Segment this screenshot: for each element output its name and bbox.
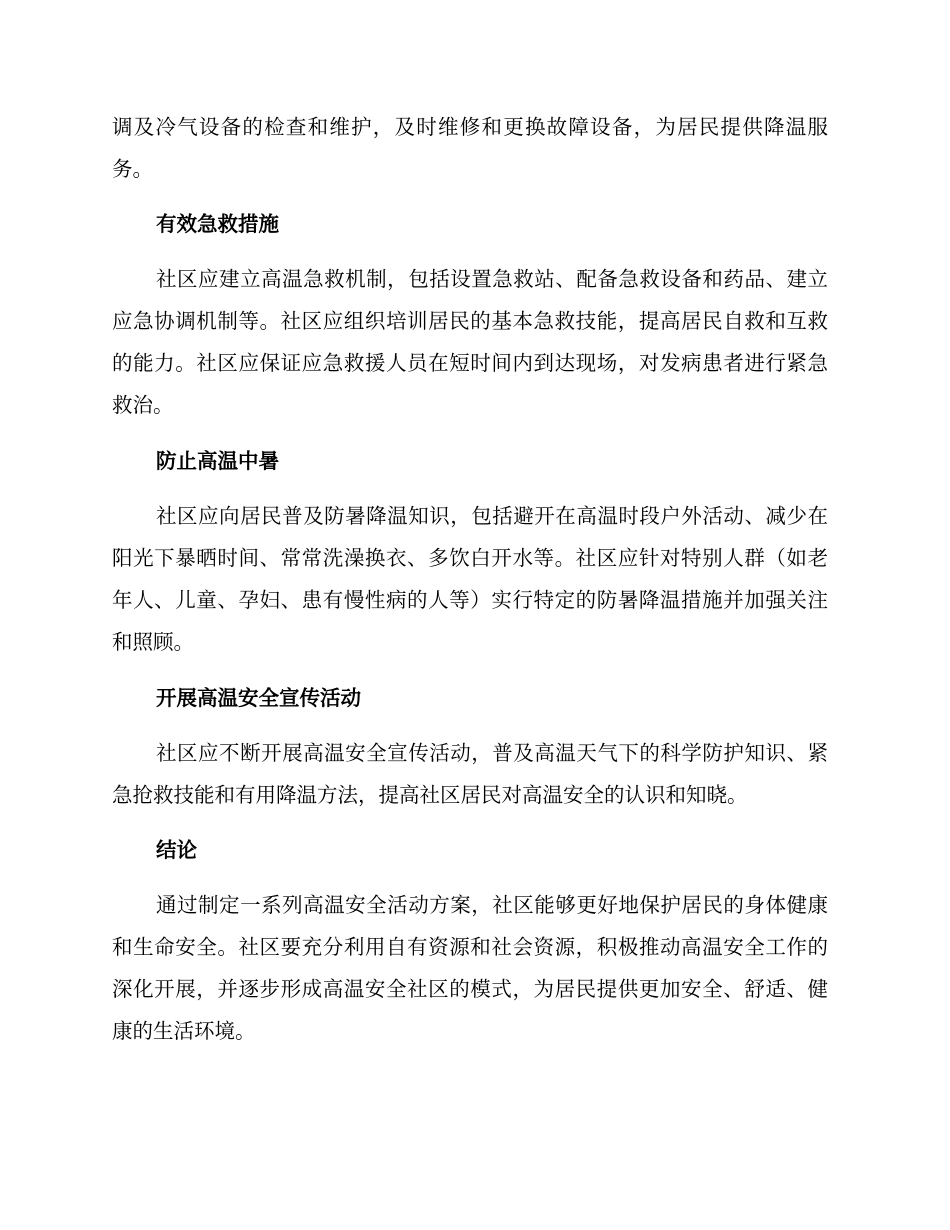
section-heading-conclusion: 结论	[156, 838, 197, 862]
lead-paragraph: 调及冷气设备的检查和维护，及时维修和更换故障设备，为居民提供降温服务。	[112, 115, 828, 181]
section-heading-publicity: 开展高温安全宣传活动	[156, 686, 361, 710]
section-body-heatstroke: 社区应向居民普及防暑降温知识，包括避开在高温时段户外活动、减少在阳光下暴晒时间、常常洗澡换衣、多饮白开水等。社区应针对特别人群（如老年人、儿童、孕妇、患有慢性病的人等）实行特定的防暑降温措施并加强关注和照顾。	[112, 504, 828, 654]
section-heading-heatstroke: 防止高温中暑	[156, 449, 279, 473]
section-body-first-aid: 社区应建立高温急救机制，包括设置急救站、配备急救设备和药品、建立应急协调机制等。社区应组织培训居民的基本急救技能，提高居民自救和互救的能力。社区应保证应急救援人员在短时间内到达现场，对发病患者进行紧急救治。	[112, 267, 828, 417]
section-body-conclusion: 通过制定一系列高温安全活动方案，社区能够更好地保护居民的身体健康和生命安全。社区要充分利用自有资源和社会资源，积极推动高温安全工作的深化开展，并逐步形成高温安全社区的模式，为居民提供更加安全、舒适、健康的生活环境。	[112, 893, 828, 1043]
section-body-publicity: 社区应不断开展高温安全宣传活动，普及高温天气下的科学防护知识、紧急抢救技能和有用降温方法，提高社区居民对高温安全的认识和知晓。	[112, 741, 828, 807]
section-heading-first-aid: 有效急救措施	[156, 212, 279, 236]
